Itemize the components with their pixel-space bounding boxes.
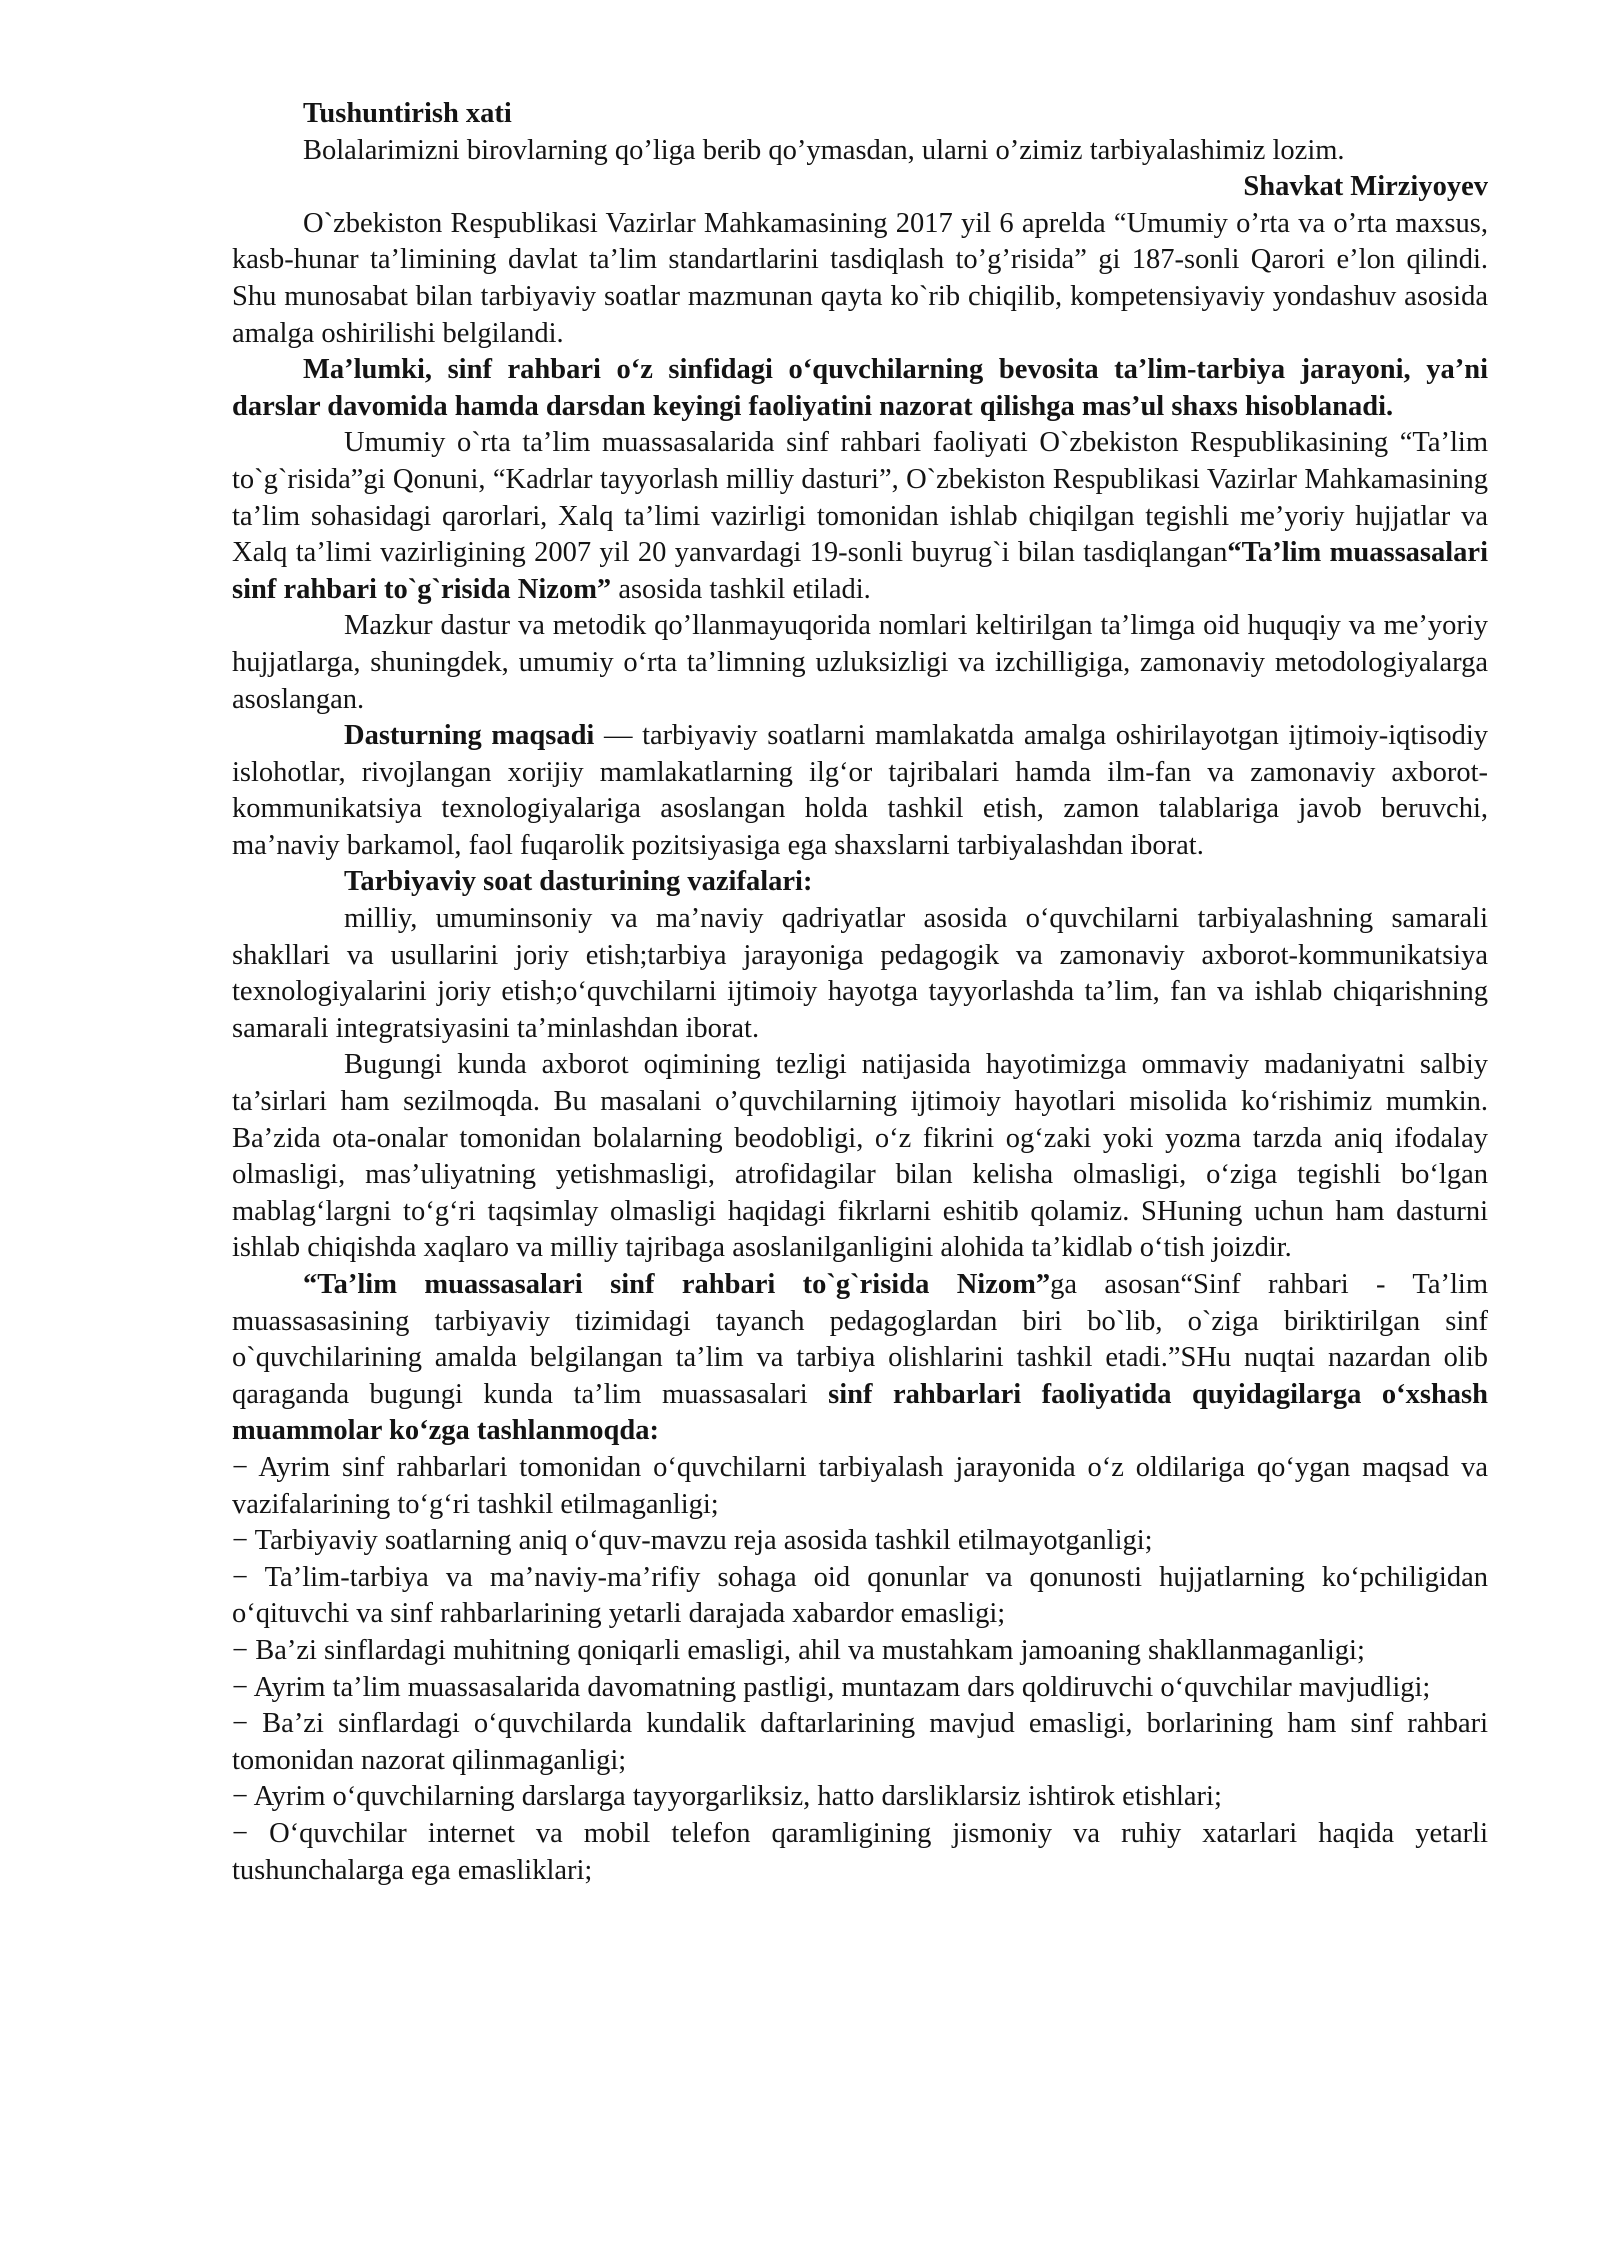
paragraph-program-basis: Mazkur dastur va metodik qo’llanmayuqorida nomlari keltirilgan ta’limga oid huquqiy va me’yoriy hujjatlarga, shuningdek, umumiy o‘rta ta’limning uzluksizligi va izchilligiga, zamonaviy metodologiyalarga asoslangan. (232, 610, 1488, 715)
paragraph-program-goal (232, 718, 1488, 864)
list-item: − Ba’zi sinflardagi muhitning qoniqarli emasligi, ahil va mustahkam jamoaning shakllanmaganligi; (232, 1634, 1365, 1666)
epigraph: Bolalarimizni birovlarning qo’liga berib qo’ymasdan, ularni o’zimiz tarbiyalashimiz lozim. (303, 134, 1345, 166)
program-goal-label: Dasturning maqsadi (344, 720, 595, 752)
regulation-title-2: “Ta’lim muassasalari sinf rahbari to`g`risida Nizom” (303, 1269, 1051, 1300)
program-goal-text: — tarbiyaviy soatlarni mamlakatda amalga oshirilayotgan ijtimoiy-iqtisodiy islohotlar, rivojlangan xorijiy mamlakatlarning ilg‘or tajribalari hamda ilm-fan va zamonaviy axborot-kommunikatsiya texnologiyalariga asoslangan holda tashkil etish, zamon talablariga javob beruvchi, ma’naviy barkamol, faol fuqarolik pozitsiyasiga ega shaxslarni tarbiyalashdan iborat. (232, 720, 1488, 861)
tasks-text: milliy, umuminsoniy va ma’naviy qadriyatlar asosida o‘quvchilarni tarbiyalashning samarali shakllari va usullarini joriy etish;tarbiya jarayoniga pedagogik va zamonaviy axborot-kommunikatsiya texnologiyalarini joriy etish;o‘quvchilarni ijtimoiy hayotga tayyorlashda ta’lim, fan va ishlab chiqarishning samarali integratsiyasini ta’minlashdan iborat. (232, 903, 1488, 1044)
list-item: − Ayrim sinf rahbarlari tomonidan o‘quvchilarni tarbiyalash jarayonida o‘z oldilariga qo‘ygan maqsad va vazifalarining to‘g‘ri tashkil etilmaganligi; (232, 1451, 1488, 1520)
paragraph-mass-culture: Bugungi kunda axborot oqimining tezligi natijasida hayotimizga ommaviy madaniyatni salbiy ta’sirlari ham sezilmoqda. Bu masalani o’quvchilarning ijtimoiy hayotlari misolida ko‘rishimiz mumkin. Ba’zida ota-onalar tomonidan bolalarning beodobligi, o‘z fikrini og‘zaki yoki yozma tarzda aniq ifodalay olmasligi, mas’uliyatning yetishmasligi, atrofidagilar bilan kelisha olmasligi, o‘ziga tegishli bo‘lgan mablag‘largni to‘g‘ri taqsimlay olmasligi haqidagi fikrlarni eshitib qolamiz. SHuning uchun ham dasturni ishlab chiqishda xaqlaro va milliy tajribaga asoslanilganligini alohida ta’kidlab o‘tish joizdir. (232, 1049, 1488, 1264)
paragraph-regulation (232, 1267, 1488, 1450)
tasks-heading: Tarbiyaviy soat dasturining vazifalari: (344, 866, 813, 898)
regulation-title: “Ta’lim muassasalari sinf rahbari to`g`risida Nizom” (232, 537, 1488, 605)
paragraph-resolution: O`zbekiston Respublikasi Vazirlar Mahkamasining 2017 yil 6 aprelda “Umumiy o’rta va o’rta maxsus, kasb-hunar ta’limining davlat ta’lim standartlarini tasdiqlash to’g’risida” gi 187-sonli Qarori e’lon qilindi. Shu munosabat bilan tarbiyaviy soatlar mazmunan qayta ko`rib chiqilib, kompetensiyaviy yondashuv asosida amalga oshirilishi belgilandi. (232, 207, 1488, 349)
list-item: − Ba’zi sinflardagi o‘quvchilarda kundalik daftarlarining mavjud emasligi, borlarining ham sinf rahbari tomonidan nazorat qilinmaganligi; (232, 1708, 1488, 1776)
list-item: − Ayrim ta’lim muassasalarida davomatning pastligi, muntazam dars qoldiruvchi o‘quvchilar mavjudligi; (232, 1671, 1431, 1703)
legal-basis-end: asosida tashkil etiladi. (611, 573, 871, 605)
epigraph-author: Shavkat Mirziyoyev (1243, 171, 1488, 203)
document-title: Tushuntirish xati (303, 98, 512, 129)
list-item: − Tarbiyaviy soatlarning aniq o‘quv-mavzu reja asosida tashkil etilmayotganligi; (232, 1525, 1153, 1557)
list-item: − Ayrim o‘quvchilarning darslarga tayyorgarliksiz, hatto darsliklarsiz ishtirok etishlari; (232, 1781, 1222, 1813)
legal-basis-text: Umumiy o`rta ta’lim muassasalarida sinf rahbari faoliyati O`zbekiston Respublikasining “Ta’lim to`g`risida”gi Qonuni, “Kadrlar tayyorlash milliy dasturi”, O`zbekiston Respublikasi Vazirlar Mahkamasining ta’lim sohasidagi qarorlari, Xalq ta’limi vazirligi tomonidan ishlab chiqilgan tegishli me’yoriy hujjatlar va Xalq ta’limi vazirligining 2007 yil 20 yanvardagi 19-sonli buyrug`i bilan tasdiqlangan (232, 427, 1488, 569)
paragraph-legal-basis (232, 425, 1488, 608)
list-item: − O‘quvchilar internet va mobil telefon qaramligining jismoniy va ruhiy xatarlari haqida yetarli tushunchalarga ega emasliklari; (232, 1817, 1488, 1886)
document-page (232, 96, 1488, 1889)
problems-heading: sinf rahbarlari faoliyatida quyidagilarga o‘xshash muammolar ko‘zga tashlanmoqda: (232, 1378, 1488, 1447)
paragraph-class-teacher-role: Ma’lumki, sinf rahbari o‘z sinfidagi o‘quvchilarning bevosita ta’lim-tarbiya jarayoni, ya’ni darslar davomida hamda darsdan keyingi faoliyatini nazorat qilishga mas’ul shaxs hisoblanadi. (232, 354, 1488, 422)
list-item: − Ta’lim-tarbiya va ma’naviy-ma’rifiy sohaga oid qonunlar va qonunosti hujjatlarning ko‘pchiligidan o‘qituvchi va sinf rahbarlarining yetarli darajada xabardor emasligi; (232, 1561, 1488, 1630)
regulation-quote: ga asosan“Sinf rahbari - Ta’lim muassasasining tarbiyaviy tizimidagi tayanch pedagoglardan biri bo`lib, o`ziga biriktirilgan sinf o`quvchilarining amalda belgilangan ta’lim va tarbiya olishlarini tashkil etadi.”SHu nuqtai nazardan olib qaraganda bugungi kunda ta’lim muassasalari (232, 1269, 1489, 1410)
